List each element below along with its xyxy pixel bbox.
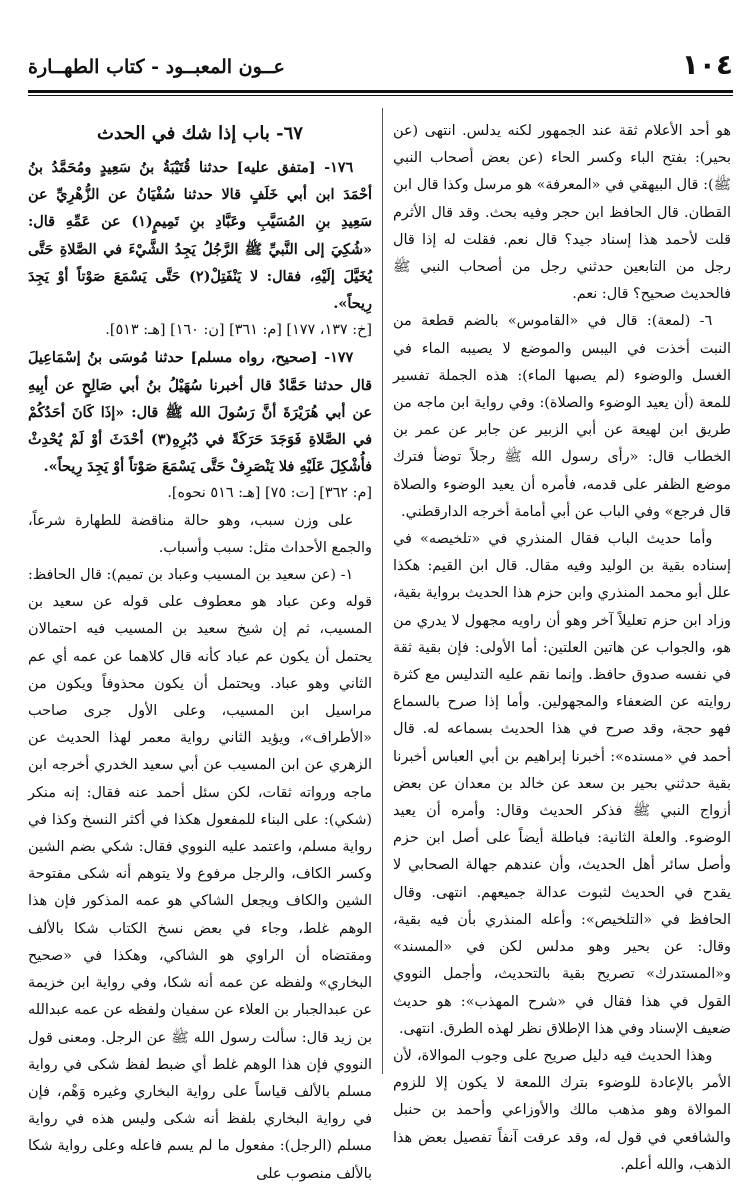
right-paragraph: وأما حديث الباب فقال المنذري في «تلخيصه» في إسناده بقية بن الوليد وفيه مقال. قال ابن القيم: هكذا علل أبو محمد المنذري وابن حزم هذا الحديث برواية بقية، وزاد ابن حزم تعليلاً آخر وهو أن راويه مجهول لا يدري من هو، والجواب عن هاتين العلتين: أما الأولى: فإن بقية ثقة في نفسه صدوق حافظ. وإنما نقم عليه التدليس مع كثرة روايته عن الضعفاء والمجهولين. وأما إذا صرح بالسماع فهو حجة، وقد صرح في هذا الحديث بسماعه له. قال أحمد في «مسنده»: أخبرنا إبراهيم بن أبي العباس أخبرنا بقية حدثني بحير بن سعد عن خالد بن معدان عن بعض أزواج النبي ﷺ فذكر الحديث وقال: وأمره أن يعيد الوضوء. والعلة الثانية: فباطلة أيضاً على أصل ابن حزم وأصل سائر أهل الحديث، وأن عندهم جهالة الصحابي لا يقدح في الحديث لثبوت عدالة جميعهم. انتهى. وقال الحافظ في «التلخيص»: وأعله المنذري بأن فيه بقية، وقال: عن بحير وهو مدلس لكن في «المسند» و«المستدرك» تصريح بقية بالتحديث، وأجمل النووي القول في هذا فقال في «شرح المهذب»: هو حديث ضعيف الإسناد وفي هذا الإطلاق نظر لهذه الطرق. انتهى. [393,531,731,1037]
hadith-176-references: [خ: ١٣٧، ١٧٧] [م: ٣٦١] [ن: ١٦٠] [هـ: ٥١٣]. [105,322,372,339]
hadith-177-references: [م: ٣٦٢] [ت: ٧٥] [هـ: ٥١٦ نحوه]. [167,485,372,502]
header-rule-thin [28,95,733,96]
right-column [393,118,731,1173]
running-title: عــون المعبــود - كتاب الطهــارة [28,56,285,78]
hadith-177: ١٧٧- [صحيح، رواه مسلم] حدثنا مُوسَى بنُ إسْمَاعِيلَ قال حدثنا حَمَّادٌ قال أخبرنا سُهَيْلُ بنُ أبي صَالِحٍ عن أبِيهِ عن أبي هُرَيْرَةَ أنَّ رَسُولَ الله ﷺ قال: «إذَا كَانَ أحَدُكُمْ في الصَّلاةِ فَوَجَدَ حَرَكَةً في دُبُرِهِ(٣) أحْدَثَ أوْ لَمْ يُحْدِثْ فأُشْكِلَ عَلَيْهِ فلا يَنْصَرِفْ حَتَّى يَسْمَعَ صَوْتاً أوْ يَجِدَ رِيحاً». [28,349,372,476]
commentary-paragraph: على وزن سبب، وهو حالة مناقضة للطهارة شرعاً، والجمع الأحداث مثل: سبب وأسباب. [28,512,372,556]
right-paragraph: وهذا الحديث فيه دليل صريح على وجوب الموالاة، لأن الأمر بالإعادة للوضوء بترك اللمعة لا يكون إلا للزوم الموالاة وهو مذهب مالك والأوزاعي وأحمد بن حنبل والشافعي في قول له، وقد عرفت آنفاً تفصيل بعض هذا الذهب، والله أعلم. [393,1047,731,1173]
right-paragraph: هو أحد الأعلام ثقة عند الجمهور لكنه يدلس. انتهى (عن بحير): بفتح الباء وكسر الحاء (عن بعض أصحاب النبي ﷺ): قال البيهقي في «المعرفة» هو مرسل وكذا قال ابن القطان. قال الحافظ ابن حجر وفيه بحث. وقد قال الأثرم قلت لأحمد هذا إسناد جيد؟ قال نعم. فقلت له إذا قال رجل من التابعين حدثني رجل من أصحاب النبي ﷺ فالحديث صحيح؟ قال: نعم. [393,123,731,303]
commentary-paragraph: ١- (عن سعيد بن المسيب وعباد بن تميم): قال الحافظ: قوله وعن عباد هو معطوف على قوله عن سعيد بن المسيب، ثم إن شيخ سعيد بن المسيب فيه احتمالان يحتمل أن يكون عم عباد كأنه قال كلاهما عن عمه أي عم الثاني وهو عباد. ويحتمل أن يكون محذوفاً ويكون من مراسيل ابن المسيب، وعلى الأول جرى صاحب «الأطراف»، ويؤيد الثاني رواية معمر لهذا الحديث عن الزهري عن ابن المسيب عن أبي سعيد الخدري أخرجه ابن ماجه ورواته ثقات، لكن سئل أحمد عنه فقال: إنه منكر (شكي): على البناء للمفعول هكذا في أكثر النسخ وكذا في رواية مسلم، واعتمد عليه النووي فقال: شكي بضم الشين وكسر الكاف، والرجل مرفوع ولا يتوهم أنه شكى مفتوحة الشين والكاف ويجعل الشاكي هو عمه المذكور فإن هذا الوهم غلط، وجاء في بعض نسخ الكتاب شكا بالألف ومقتضاه أن الراوي هو الشاكي، وهكذا في «صحيح البخاري» ولفظه عن عمه أنه شكا، وفي رواية ابن خزيمة عن عبدالجبار بن العلاء عن سفيان ولفظه عن عمه عبدالله بن زيد قال: سألت رسول الله ﷺ عن الرجل. ومعنى قول النووي فإن هذا الوهم غلط أي ضبط لفظ شكى في رواية مسلم بالألف قياساً على رواية البخاري وغيره وَهْم، فإن في رواية البخاري بلفظ أنه شكى وليس هذه في رواية مسلم (الرجل): مفعول ما لم يسم فاعله وعلى رواية شكا بالألف منصوب على [28,567,372,1182]
chapter-title: ٦٧- باب إذا شك في الحدث [97,123,303,144]
page-number: ١٠٤ [681,48,733,81]
left-column [28,118,372,1182]
right-paragraph: ٦- (لمعة): قال في «القاموس» بالضم قطعة من النبت أخذت في اليبس والموضع لا يصيبه الماء في الغسل والوضوء (لم يصبها الماء): هذه الجملة تفسير للمعة (أن يعيد الوضوء والصلاة): وفي رواية ابن ماجه من طريق ابن لهيعة عن أبي الزبير عن جابر عن عمر بن الخطاب قال: «رأى رسول الله ﷺ رجلاً توضأ فترك موضع الظفر على قدمه، فأمره أن يعيد الوضوء والصلاة قال فرجع» وفي الباب عن أبي أمامة أخرجه الدارقطني. [393,313,731,520]
page-header [28,48,733,88]
header-rule [28,90,733,93]
column-divider [382,108,383,1074]
hadith-176: ١٧٦- [متفق عليه] حدثنا قُتَيْبَةُ بنُ سَعِيدٍ ومُحَمَّدُ بنُ أحْمَدَ ابن أبي خَلَفٍ قالا حدثنا سُفْيَانُ عن الزُّهْرِيِّ عن سَعِيدِ بنِ المُسَيَّبِ وعَبَّادِ بنِ تَمِيمٍ(١) عن عَمِّهِ قال: «شُكِيَ إلى النَّبيِّ ﷺ الرَّجُلُ يَجِدُ الشَّيْءَ في الصَّلاةِ حَتَّى يُخَيَّلَ إلَيْهِ، فقال: لا يَنْفَتِلْ(٢) حَتَّى يَسْمَعَ صَوْتاً أوْ يَجِدَ رِيحاً». [28,159,372,313]
